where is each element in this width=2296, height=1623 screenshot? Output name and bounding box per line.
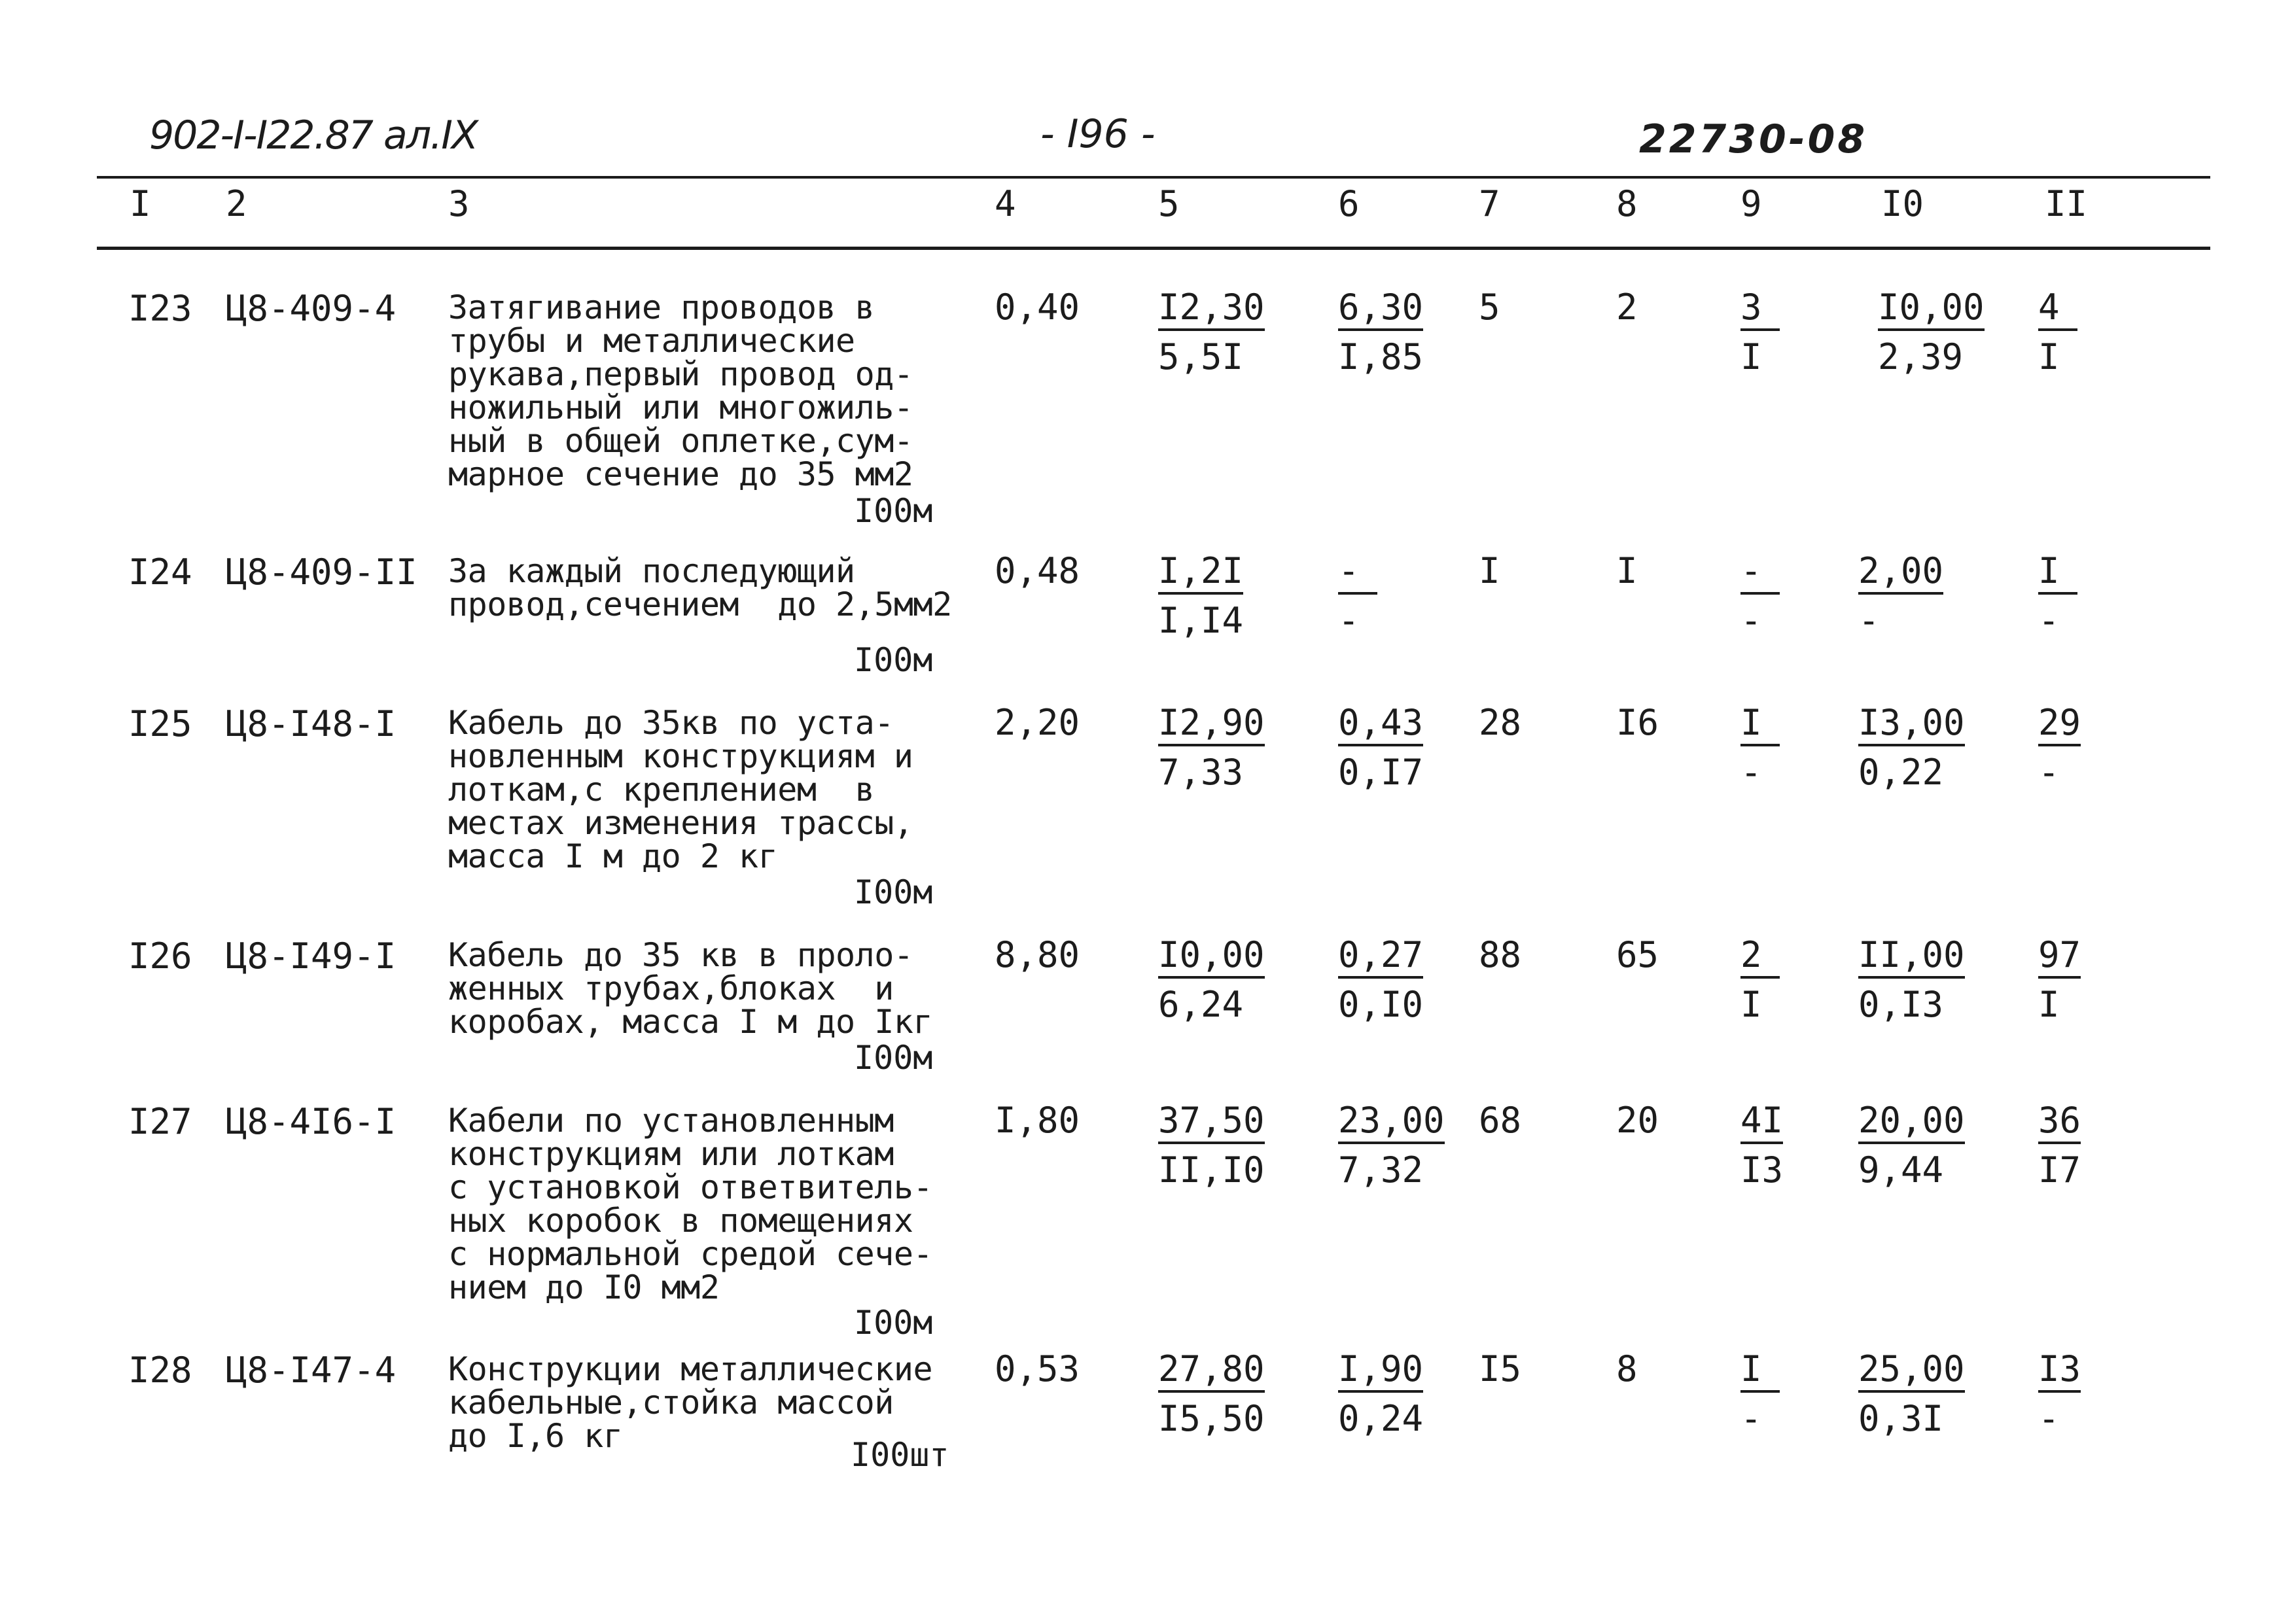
fraction-bottom: 7,32 [1338, 1149, 1424, 1191]
fraction-top: I2,90 [1158, 703, 1265, 746]
fraction-bottom: - [2038, 752, 2060, 793]
value-col7: 68 [1479, 1100, 1522, 1141]
fraction-bottom: - [1740, 1398, 1762, 1439]
fraction-bottom: I7 [2038, 1149, 2081, 1191]
fraction-cell [1338, 551, 1377, 640]
value-col8: 20 [1616, 1100, 1659, 1141]
work-description: Кабели по установленным конструкциям или лоткам с установкой ответвитель- ных коробок в помещениях с нормальной средой сече- нием до I0 мм2 [448, 1102, 933, 1306]
fraction-cell [1158, 288, 1265, 377]
fraction-cell [2038, 1350, 2081, 1439]
fraction-cell [1740, 1101, 1783, 1190]
fraction-cell [1740, 935, 1780, 1024]
fraction-bottom: - [1338, 600, 1360, 641]
fraction-top: 23,00 [1338, 1101, 1445, 1144]
fraction-top: I0,00 [1878, 288, 1985, 331]
fraction-cell [1338, 1101, 1445, 1190]
fraction-top: 6,30 [1338, 288, 1423, 331]
fraction-top: 2 [1740, 935, 1780, 979]
fraction-top: I2,30 [1158, 288, 1265, 331]
fraction-cell [2038, 935, 2081, 1024]
header-rule [97, 247, 2210, 250]
fraction-bottom: I [1740, 984, 1762, 1025]
fraction-cell [1158, 1101, 1265, 1190]
fraction-top: I0,00 [1158, 935, 1265, 979]
fraction-bottom: 0,22 [1858, 752, 1944, 793]
value-col8: I [1616, 550, 1638, 591]
norm-code: Ц8-409-II [226, 551, 417, 593]
unit: I00м [854, 641, 933, 679]
fraction-bottom: - [2038, 600, 2060, 641]
fraction-bottom: I [1740, 336, 1762, 377]
value-col8: I6 [1616, 702, 1659, 743]
column-number: I [130, 183, 151, 224]
fraction-top: 29 [2038, 703, 2081, 746]
fraction-cell [1338, 288, 1423, 377]
value-col7: I [1479, 550, 1500, 591]
page-number: - I96 - [1040, 111, 1156, 157]
column-number: 8 [1616, 183, 1638, 224]
fraction-bottom: 0,24 [1338, 1398, 1424, 1439]
column-number: 5 [1158, 183, 1180, 224]
fraction-bottom: 0,3I [1858, 1398, 1944, 1439]
fraction-bottom: - [1858, 600, 1880, 641]
fraction-cell [1158, 703, 1265, 792]
unit: I00шт [851, 1436, 949, 1474]
unit: I00м [854, 1304, 933, 1342]
row-number: I28 [128, 1350, 192, 1391]
fraction-bottom: I [2038, 336, 2060, 377]
quantity: 2,20 [995, 702, 1080, 743]
column-number: II [2045, 183, 2088, 224]
unit: I00м [854, 492, 933, 530]
value-col7: 28 [1479, 702, 1522, 743]
column-number: I0 [1881, 183, 1924, 224]
fraction-bottom: 7,33 [1158, 752, 1244, 793]
fraction-top: 4 [2038, 288, 2077, 331]
fraction-top: 4I [1740, 1101, 1783, 1144]
fraction-cell [1858, 1101, 1965, 1190]
fraction-top: I [1740, 703, 1780, 746]
row-number: I24 [128, 551, 192, 593]
fraction-cell [1740, 1350, 1780, 1439]
fraction-bottom: - [1740, 752, 1762, 793]
work-description: За каждый последующий провод,сечением до 2,5мм2 [448, 552, 952, 623]
norm-code: Ц8-409-4 [226, 288, 397, 329]
fraction-cell [1858, 703, 1965, 792]
fraction-bottom: 2,39 [1878, 336, 1964, 377]
fraction-cell [1158, 1350, 1265, 1439]
fraction-top: I,90 [1338, 1350, 1423, 1393]
fraction-cell [1740, 703, 1780, 792]
work-description: Затягивание проводов в трубы и металлические рукава,первый провод од- ножильный или многожиль- ный в общей оплетке,сум- марное сечение до 35 мм2 [448, 288, 913, 493]
column-number: 6 [1338, 183, 1360, 224]
fraction-bottom: - [2038, 1398, 2060, 1439]
fraction-top: 27,80 [1158, 1350, 1265, 1393]
fraction-cell [1858, 935, 1965, 1024]
row-number: I25 [128, 703, 192, 744]
fraction-top: 3 [1740, 288, 1780, 331]
fraction-cell [1338, 1350, 1423, 1439]
value-col7: I5 [1479, 1348, 1522, 1389]
column-number: 3 [448, 183, 470, 224]
fraction-cell [1878, 288, 1985, 377]
quantity: 0,53 [995, 1348, 1080, 1389]
top-rule [97, 176, 2210, 179]
fraction-top: - [1740, 551, 1780, 595]
fraction-top: II,00 [1858, 935, 1965, 979]
fraction-cell [1158, 935, 1265, 1024]
work-description: Конструкции металлические кабельные,стойка массой до I,6 кг [448, 1350, 933, 1455]
fraction-cell [1740, 288, 1780, 377]
work-description: Кабель до 35кв по уста- новленным конструкциям и лоткам,с креплением в местах изменения трассы, масса I м до 2 кг [448, 704, 913, 875]
row-number: I27 [128, 1101, 192, 1142]
fraction-top: I,2I [1158, 551, 1243, 595]
fraction-bottom: 6,24 [1158, 984, 1244, 1025]
column-number: 2 [226, 183, 247, 224]
sheet-number: 22730-08 [1639, 116, 1868, 162]
work-description: Кабель до 35 кв в проло- женных трубах,блоках и коробах, масса I м до Iкг [448, 936, 933, 1041]
fraction-bottom: 0,I7 [1338, 752, 1424, 793]
fraction-bottom: I3 [1740, 1149, 1784, 1191]
fraction-top: - [1338, 551, 1377, 595]
fraction-bottom: I,I4 [1158, 600, 1244, 641]
fraction-cell [1158, 551, 1243, 640]
fraction-bottom: I,85 [1338, 336, 1424, 377]
fraction-cell [1338, 935, 1423, 1024]
norm-code: Ц8-I47-4 [226, 1350, 397, 1391]
quantity: 8,80 [995, 934, 1080, 975]
fraction-bottom: - [1740, 600, 1762, 641]
fraction-bottom: 0,I0 [1338, 984, 1424, 1025]
value-col7: 88 [1479, 934, 1522, 975]
value-col7: 5 [1479, 287, 1500, 328]
quantity: 0,48 [995, 550, 1080, 591]
row-number: I26 [128, 935, 192, 977]
norm-code: Ц8-I49-I [226, 935, 397, 977]
fraction-bottom: I5,50 [1158, 1398, 1265, 1439]
fraction-top: 37,50 [1158, 1101, 1265, 1144]
unit: I00м [854, 873, 933, 911]
fraction-top: 25,00 [1858, 1350, 1965, 1393]
value-col8: 8 [1616, 1348, 1638, 1389]
fraction-top: 20,00 [1858, 1101, 1965, 1144]
fraction-top: 97 [2038, 935, 2081, 979]
fraction-bottom: I [2038, 984, 2060, 1025]
row-number: I23 [128, 288, 192, 329]
fraction-bottom: 5,5I [1158, 336, 1244, 377]
fraction-cell [2038, 703, 2081, 792]
fraction-cell [2038, 1101, 2081, 1190]
fraction-top: I3 [2038, 1350, 2081, 1393]
quantity: I,80 [995, 1100, 1080, 1141]
fraction-top: I [2038, 551, 2077, 595]
fraction-top: 2,00 [1858, 551, 1943, 595]
fraction-cell [1858, 1350, 1965, 1439]
unit: I00м [854, 1039, 933, 1077]
fraction-top: I [1740, 1350, 1780, 1393]
fraction-cell [1858, 551, 1943, 640]
fraction-top: 0,27 [1338, 935, 1423, 979]
quantity: 0,40 [995, 287, 1080, 328]
fraction-cell [2038, 288, 2077, 377]
column-number: 9 [1740, 183, 1762, 224]
fraction-cell [2038, 551, 2077, 640]
document-code: 902-I-I22.87 ал.IX [149, 113, 478, 158]
fraction-cell [1338, 703, 1423, 792]
fraction-bottom: II,I0 [1158, 1149, 1265, 1191]
value-col8: 65 [1616, 934, 1659, 975]
value-col8: 2 [1616, 287, 1638, 328]
fraction-top: 0,43 [1338, 703, 1423, 746]
fraction-bottom: 9,44 [1858, 1149, 1944, 1191]
fraction-top: 36 [2038, 1101, 2081, 1144]
fraction-top: I3,00 [1858, 703, 1965, 746]
column-number: 4 [995, 183, 1016, 224]
norm-code: Ц8-4I6-I [226, 1101, 397, 1142]
fraction-cell [1740, 551, 1780, 640]
fraction-bottom: 0,I3 [1858, 984, 1944, 1025]
norm-code: Ц8-I48-I [226, 703, 397, 744]
column-number: 7 [1479, 183, 1500, 224]
